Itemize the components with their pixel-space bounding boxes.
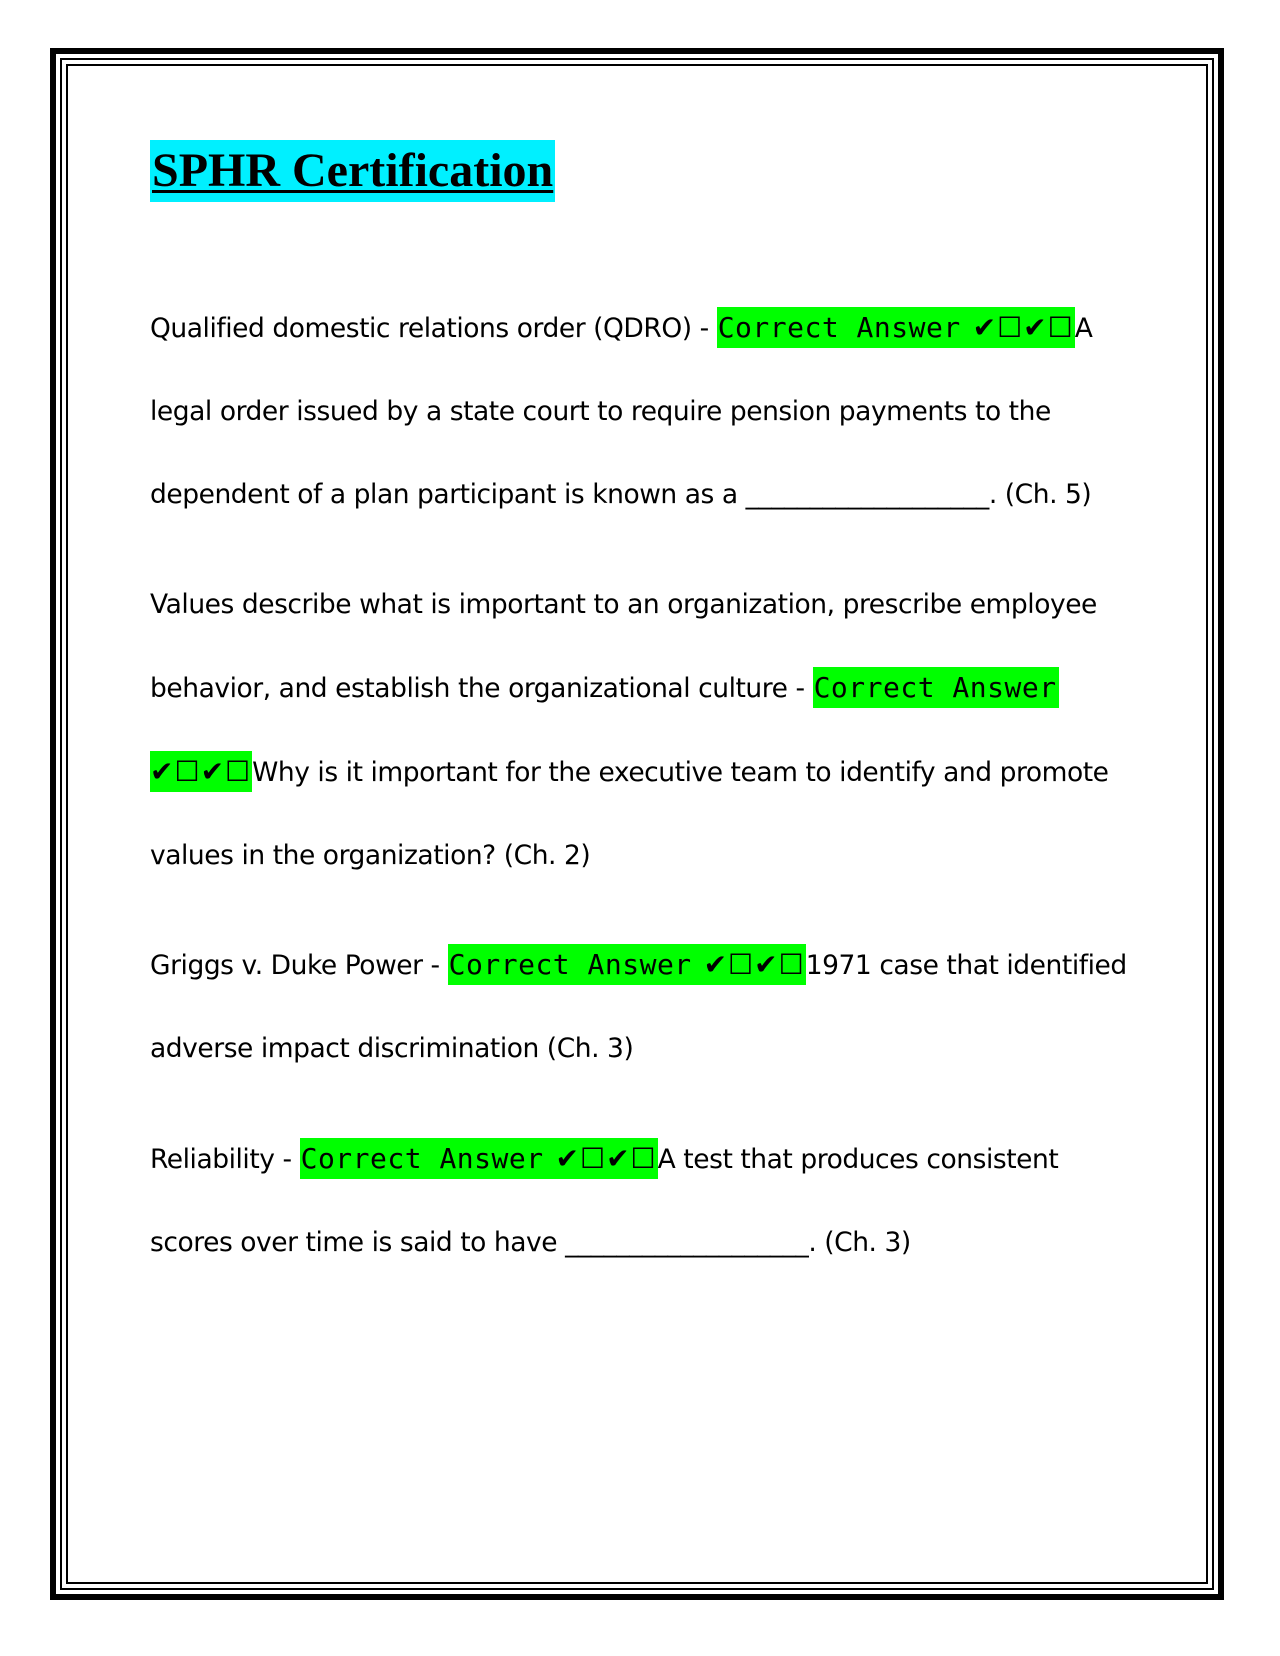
question-text: Qualified domestic relations order (QDRO) - <box>150 313 717 344</box>
qa-entry <box>150 923 1140 1090</box>
correct-answer-tag: Correct Answer <box>448 944 693 985</box>
answer-text: A test that produces consistent scores over time is said to have ___________________. (Ch. 3) <box>150 1143 1059 1258</box>
check-box-icons: ✔☐✔☐ <box>545 1138 658 1179</box>
question-text: Reliability - <box>150 1143 300 1175</box>
question-text: Values describe what is important to an organization, prescribe employee behavior, and establish the organizational culture - <box>150 588 1097 704</box>
document-title: SPHR Certification <box>150 140 555 202</box>
check-box-icons: ✔☐✔☐ <box>693 944 806 985</box>
correct-answer-tag: Correct Answer <box>300 1138 545 1179</box>
qa-entry <box>150 563 1140 897</box>
check-box-icons: ✔☐✔☐ <box>962 307 1075 348</box>
answer-text: Why is it important for the executive team to identify and promote values in the organization? (Ch. 2) <box>150 756 1109 871</box>
answer-text: A legal order issued by a state court to require pension payments to the dependent of a plan participant is known as a ___________________. (Ch. 5) <box>150 313 1093 510</box>
correct-answer-tag: Correct Answer <box>813 667 1058 708</box>
qa-entry <box>150 286 1140 536</box>
question-text: Griggs v. Duke Power - <box>150 950 448 981</box>
qa-entry <box>150 1117 1140 1284</box>
check-box-icons: ✔☐✔☐ <box>150 667 1059 792</box>
document-body <box>150 140 1140 1310</box>
correct-answer-tag: Correct Answer <box>717 307 962 348</box>
answer-text: 1971 case that identified adverse impact discrimination (Ch. 3) <box>150 950 1127 1064</box>
